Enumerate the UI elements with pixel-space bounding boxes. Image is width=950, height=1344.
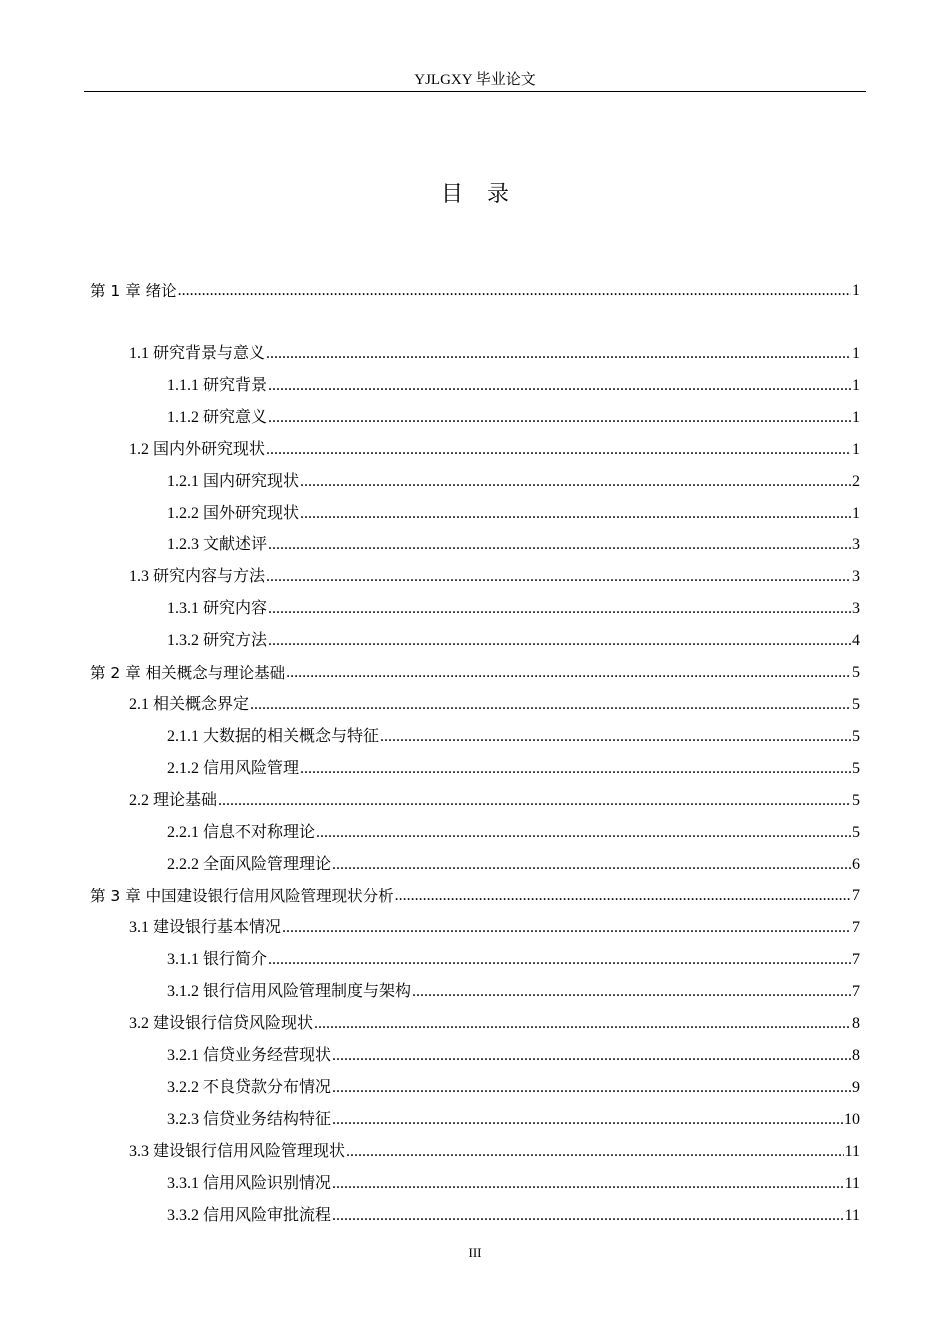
toc-title: 目录 <box>440 182 533 207</box>
toc-dot-leader <box>300 503 851 525</box>
toc-entry-label: 1.2.2 国外研究现状 <box>167 505 300 522</box>
toc-entry-page-number: 5 <box>852 824 860 841</box>
toc-entry-page-number: 3 <box>852 600 860 617</box>
toc-chapter-entry[interactable] <box>0 883 860 907</box>
toc-dot-leader <box>332 1173 844 1195</box>
toc-entry-label: 3.1.2 银行信用风险管理制度与架构 <box>167 983 412 1000</box>
toc-entry-label: 3.1.1 银行简介 <box>167 951 268 968</box>
toc-entry-label: 3.2.2 不良贷款分布情况 <box>167 1079 332 1096</box>
toc-entry-page-number: 8 <box>852 1047 860 1064</box>
toc-entry-page-number: 7 <box>852 919 860 936</box>
toc-dot-leader <box>380 726 851 748</box>
page-number: III <box>468 1245 482 1260</box>
toc-entry-page-number: 7 <box>852 887 860 904</box>
toc-section-entry[interactable] <box>0 915 860 939</box>
toc-entry-page-number: 2 <box>852 473 860 490</box>
toc-section-entry[interactable] <box>0 437 860 461</box>
toc-dot-leader <box>266 566 851 588</box>
toc-entry-label: 2.1.1 大数据的相关概念与特征 <box>167 728 380 745</box>
toc-entry-page-number: 6 <box>852 856 860 873</box>
toc-dot-leader <box>282 917 851 939</box>
toc-dot-leader <box>332 854 851 876</box>
toc-entry-label: 1.2.3 文献述评 <box>167 536 268 553</box>
toc-subsection-entry[interactable] <box>0 979 860 1003</box>
toc-dot-leader <box>250 694 851 716</box>
toc-entry-page-number: 4 <box>852 632 860 649</box>
toc-entry-page-number: 1 <box>852 441 860 458</box>
toc-dot-leader <box>178 280 851 302</box>
toc-section-entry[interactable] <box>0 1011 860 1035</box>
toc-entry-label: 2.2.1 信息不对称理论 <box>167 824 316 841</box>
toc-entry-label: 1.1.2 研究意义 <box>167 409 268 426</box>
toc-dot-leader <box>268 375 851 397</box>
toc-entry-page-number: 3 <box>852 568 860 585</box>
page-header: YJLGXY 毕业论文 <box>414 72 536 88</box>
toc-section-entry[interactable] <box>0 341 860 365</box>
toc-entry-label: 3.2.3 信贷业务结构特征 <box>167 1111 332 1128</box>
toc-entry-page-number: 5 <box>852 728 860 745</box>
toc-entry-page-number: 5 <box>852 664 860 681</box>
toc-entry-label: 3.1 建设银行基本情况 <box>129 919 282 936</box>
toc-entry-page-number: 1 <box>852 409 860 426</box>
toc-entry-label: 1.2 国内外研究现状 <box>129 441 266 458</box>
toc-dot-leader <box>286 662 851 684</box>
toc-entry-label: 1.3 研究内容与方法 <box>129 568 266 585</box>
toc-entry-page-number: 5 <box>852 696 860 713</box>
toc-dot-leader <box>314 1013 851 1035</box>
toc-section-entry[interactable] <box>0 692 860 716</box>
toc-dot-leader <box>395 885 851 907</box>
toc-dot-leader <box>266 439 851 461</box>
toc-subsection-entry[interactable] <box>0 596 860 620</box>
toc-subsection-entry[interactable] <box>0 532 860 556</box>
toc-subsection-entry[interactable] <box>0 756 860 780</box>
toc-entry-page-number: 8 <box>852 1015 860 1032</box>
toc-subsection-entry[interactable] <box>0 947 860 971</box>
toc-subsection-entry[interactable] <box>0 724 860 748</box>
toc-entry-page-number: 11 <box>844 1175 860 1192</box>
toc-chapter-entry[interactable] <box>0 660 860 684</box>
toc-entry-label: 2.2 理论基础 <box>129 792 218 809</box>
toc-dot-leader <box>268 598 851 620</box>
toc-entry-page-number: 11 <box>844 1207 860 1224</box>
toc-subsection-entry[interactable] <box>0 373 860 397</box>
toc-entry-label: 1.1.1 研究背景 <box>167 377 268 394</box>
toc-entry-page-number: 10 <box>844 1111 860 1128</box>
toc-subsection-entry[interactable] <box>0 1107 860 1131</box>
toc-chapter-entry[interactable] <box>0 278 860 302</box>
toc-entry-page-number: 1 <box>852 505 860 522</box>
toc-entry-page-number: 5 <box>852 792 860 809</box>
toc-subsection-entry[interactable] <box>0 501 860 525</box>
toc-entry-label: 第 2 章 相关概念与理论基础 <box>90 664 286 682</box>
toc-dot-leader <box>268 407 851 429</box>
toc-entry-label: 第 1 章 绪论 <box>90 282 177 300</box>
toc-entry-label: 1.2.1 国内研究现状 <box>167 473 300 490</box>
toc-subsection-entry[interactable] <box>0 1043 860 1067</box>
toc-section-entry[interactable] <box>0 1139 860 1163</box>
toc-dot-leader <box>218 790 851 812</box>
toc-subsection-entry[interactable] <box>0 1075 860 1099</box>
toc-subsection-entry[interactable] <box>0 628 860 652</box>
toc-subsection-entry[interactable] <box>0 469 860 493</box>
toc-entry-page-number: 7 <box>852 983 860 1000</box>
toc-entry-page-number: 1 <box>852 377 860 394</box>
toc-entry-label: 1.1 研究背景与意义 <box>129 345 266 362</box>
toc-dot-leader <box>268 949 851 971</box>
toc-dot-leader <box>412 981 851 1003</box>
toc-dot-leader <box>266 343 851 365</box>
toc-dot-leader <box>332 1045 851 1067</box>
toc-dot-leader <box>268 630 851 652</box>
toc-entry-page-number: 3 <box>852 536 860 553</box>
toc-entry-page-number: 1 <box>852 345 860 362</box>
toc-entry-page-number: 7 <box>852 951 860 968</box>
toc-dot-leader <box>300 758 851 780</box>
toc-entry-label: 2.1 相关概念界定 <box>129 696 250 713</box>
toc-subsection-entry[interactable] <box>0 1171 860 1195</box>
toc-subsection-entry[interactable] <box>0 852 860 876</box>
toc-entry-label: 3.3.2 信用风险审批流程 <box>167 1207 332 1224</box>
toc-entry-label: 3.3.1 信用风险识别情况 <box>167 1175 332 1192</box>
toc-section-entry[interactable] <box>0 564 860 588</box>
toc-dot-leader <box>268 534 851 556</box>
toc-entry-label: 1.3.1 研究内容 <box>167 600 268 617</box>
toc-entry-label: 3.2 建设银行信贷风险现状 <box>129 1015 314 1032</box>
toc-entry-label: 1.3.2 研究方法 <box>167 632 268 649</box>
toc-entry-page-number: 9 <box>852 1079 860 1096</box>
toc-dot-leader <box>332 1077 851 1099</box>
toc-dot-leader <box>346 1141 844 1163</box>
toc-dot-leader <box>300 471 851 493</box>
toc-entry-page-number: 1 <box>852 282 860 299</box>
toc-entry-label: 2.2.2 全面风险管理理论 <box>167 856 332 873</box>
toc-section-entry[interactable] <box>0 788 860 812</box>
toc-subsection-entry[interactable] <box>0 820 860 844</box>
toc-dot-leader <box>332 1109 843 1131</box>
toc-entry-label: 3.2.1 信贷业务经营现状 <box>167 1047 332 1064</box>
toc-subsection-entry[interactable] <box>0 405 860 429</box>
toc-entry-label: 3.3 建设银行信用风险管理现状 <box>129 1143 346 1160</box>
toc-dot-leader <box>332 1205 844 1227</box>
toc-subsection-entry[interactable] <box>0 1203 860 1227</box>
toc-dot-leader <box>316 822 851 844</box>
toc-entry-label: 2.1.2 信用风险管理 <box>167 760 300 777</box>
toc-entry-label: 第 3 章 中国建设银行信用风险管理现状分析 <box>90 887 394 905</box>
toc-entry-page-number: 5 <box>852 760 860 777</box>
toc-entry-page-number: 11 <box>844 1143 860 1160</box>
